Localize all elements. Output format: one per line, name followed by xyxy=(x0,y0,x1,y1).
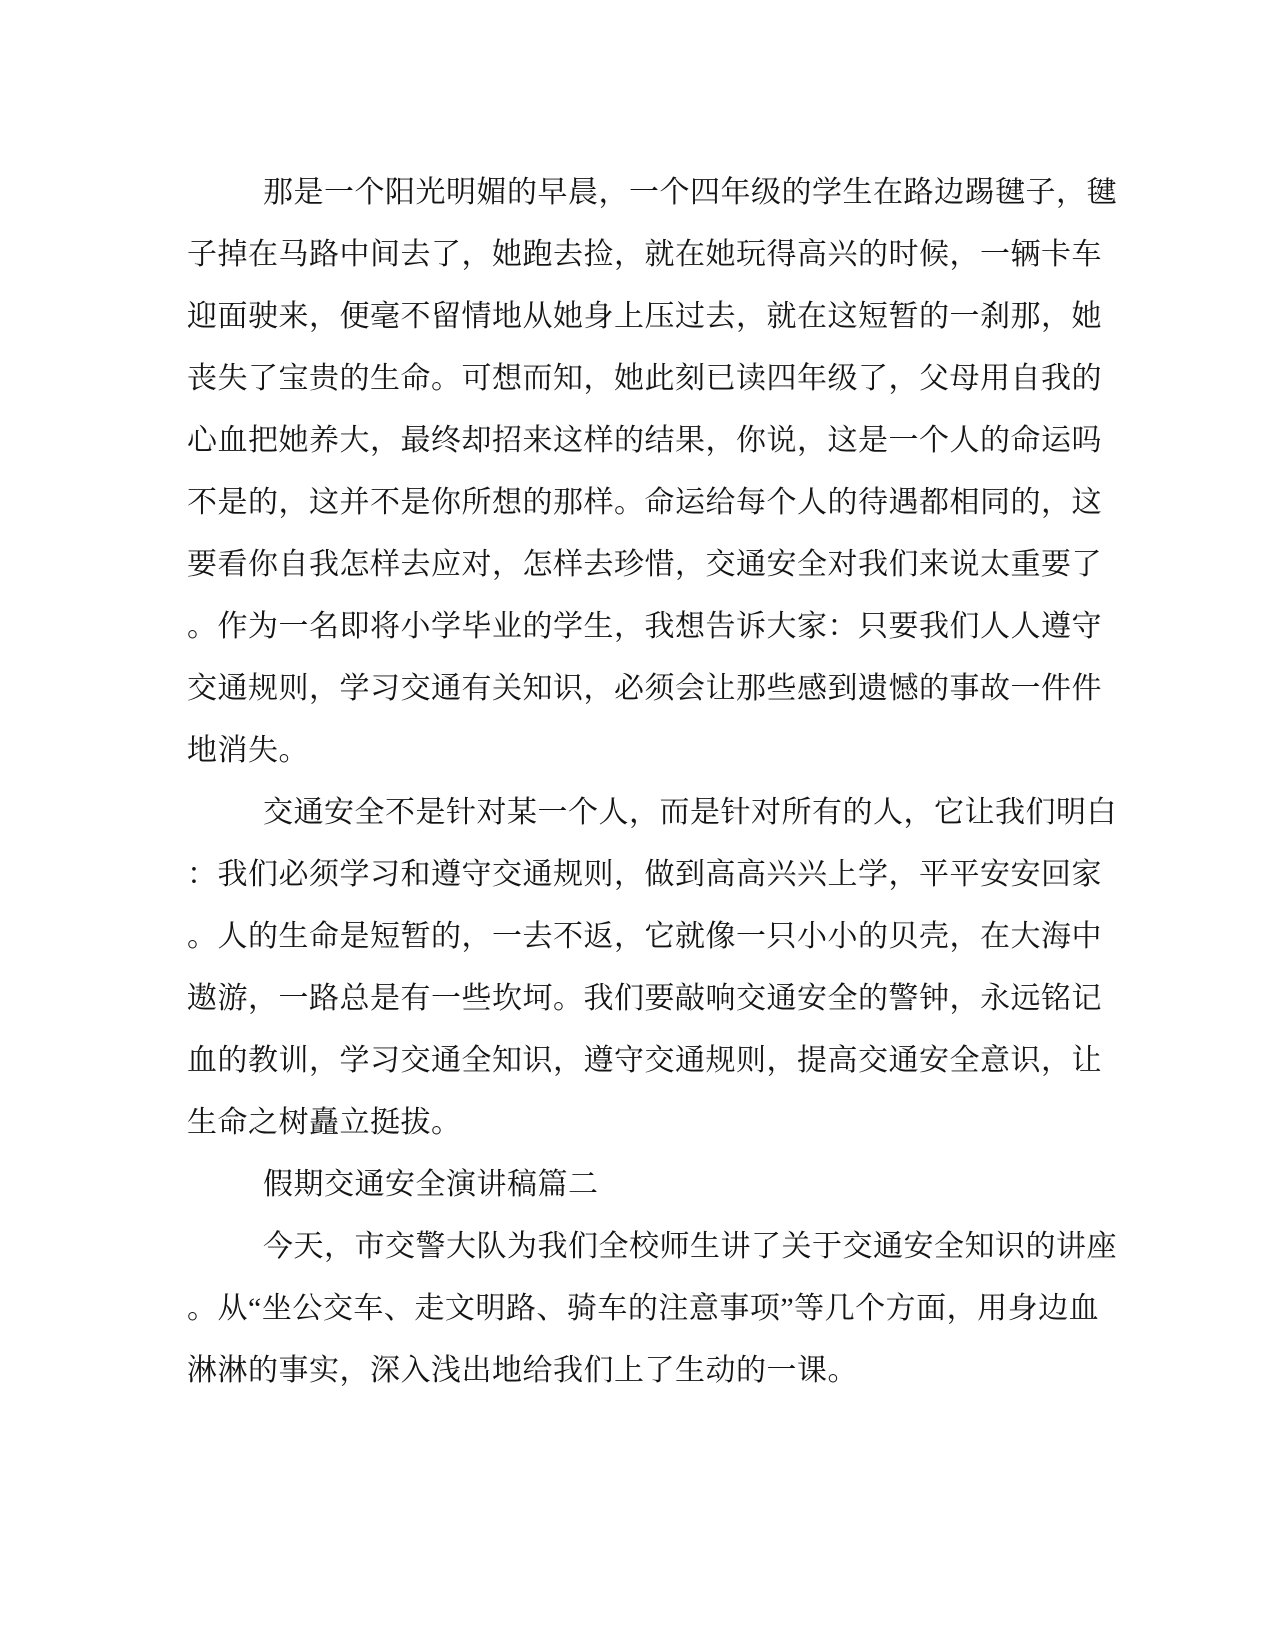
text-line: 不是的，这并不是你所想的那样。命运给每个人的待遇都相同的，这 xyxy=(187,486,1102,519)
text-line: 生命之树矗立挺拔。 xyxy=(187,1106,462,1139)
text-line: 丧失了宝贵的生命。可想而知，她此刻已读四年级了，父母用自我的 xyxy=(187,362,1102,395)
text-line: 假期交通安全演讲稿篇二 xyxy=(263,1168,599,1201)
document-text-block xyxy=(187,162,1117,1402)
text-line: 淋淋的事实，深入浅出地给我们上了生动的一课。 xyxy=(187,1354,858,1387)
text-line: 地消失。 xyxy=(187,734,309,767)
text-line: 遨游，一路总是有一些坎坷。我们要敲响交通安全的警钟，永远铭记 xyxy=(187,982,1102,1015)
text-line: 迎面驶来，便毫不留情地从她身上压过去，就在这短暂的一刹那，她 xyxy=(187,300,1102,333)
text-line: 子掉在马路中间去了，她跑去捡，就在她玩得高兴的时候，一辆卡车 xyxy=(187,238,1102,271)
text-line: 。作为一名即将小学毕业的学生，我想告诉大家：只要我们人人遵守 xyxy=(187,610,1102,643)
text-line: 心血把她养大，最终却招来这样的结果，你说，这是一个人的命运吗 xyxy=(187,424,1102,457)
text-line: 那是一个阳光明媚的早晨，一个四年级的学生在路边踢毽子，毽 xyxy=(263,176,1117,209)
text-line: 。从“坐公交车、走文明路、骑车的注意事项”等几个方面，用身边血 xyxy=(187,1292,1100,1325)
text-line: 要看你自我怎样去应对，怎样去珍惜，交通安全对我们来说太重要了 xyxy=(187,548,1102,581)
text-line: 交通规则，学习交通有关知识，必须会让那些感到遗憾的事故一件件 xyxy=(187,672,1102,705)
text-line: 血的教训，学习交通全知识，遵守交通规则，提高交通安全意识，让 xyxy=(187,1044,1102,1077)
text-line: 今天，市交警大队为我们全校师生讲了关于交通安全知识的讲座 xyxy=(263,1230,1117,1263)
text-line: 交通安全不是针对某一个人，而是针对所有的人，它让我们明白 xyxy=(263,796,1117,829)
text-line: ：我们必须学习和遵守交通规则，做到高高兴兴上学，平平安安回家 xyxy=(187,858,1102,891)
text-line: 。人的生命是短暂的，一去不返，它就像一只小小的贝壳，在大海中 xyxy=(187,920,1102,953)
